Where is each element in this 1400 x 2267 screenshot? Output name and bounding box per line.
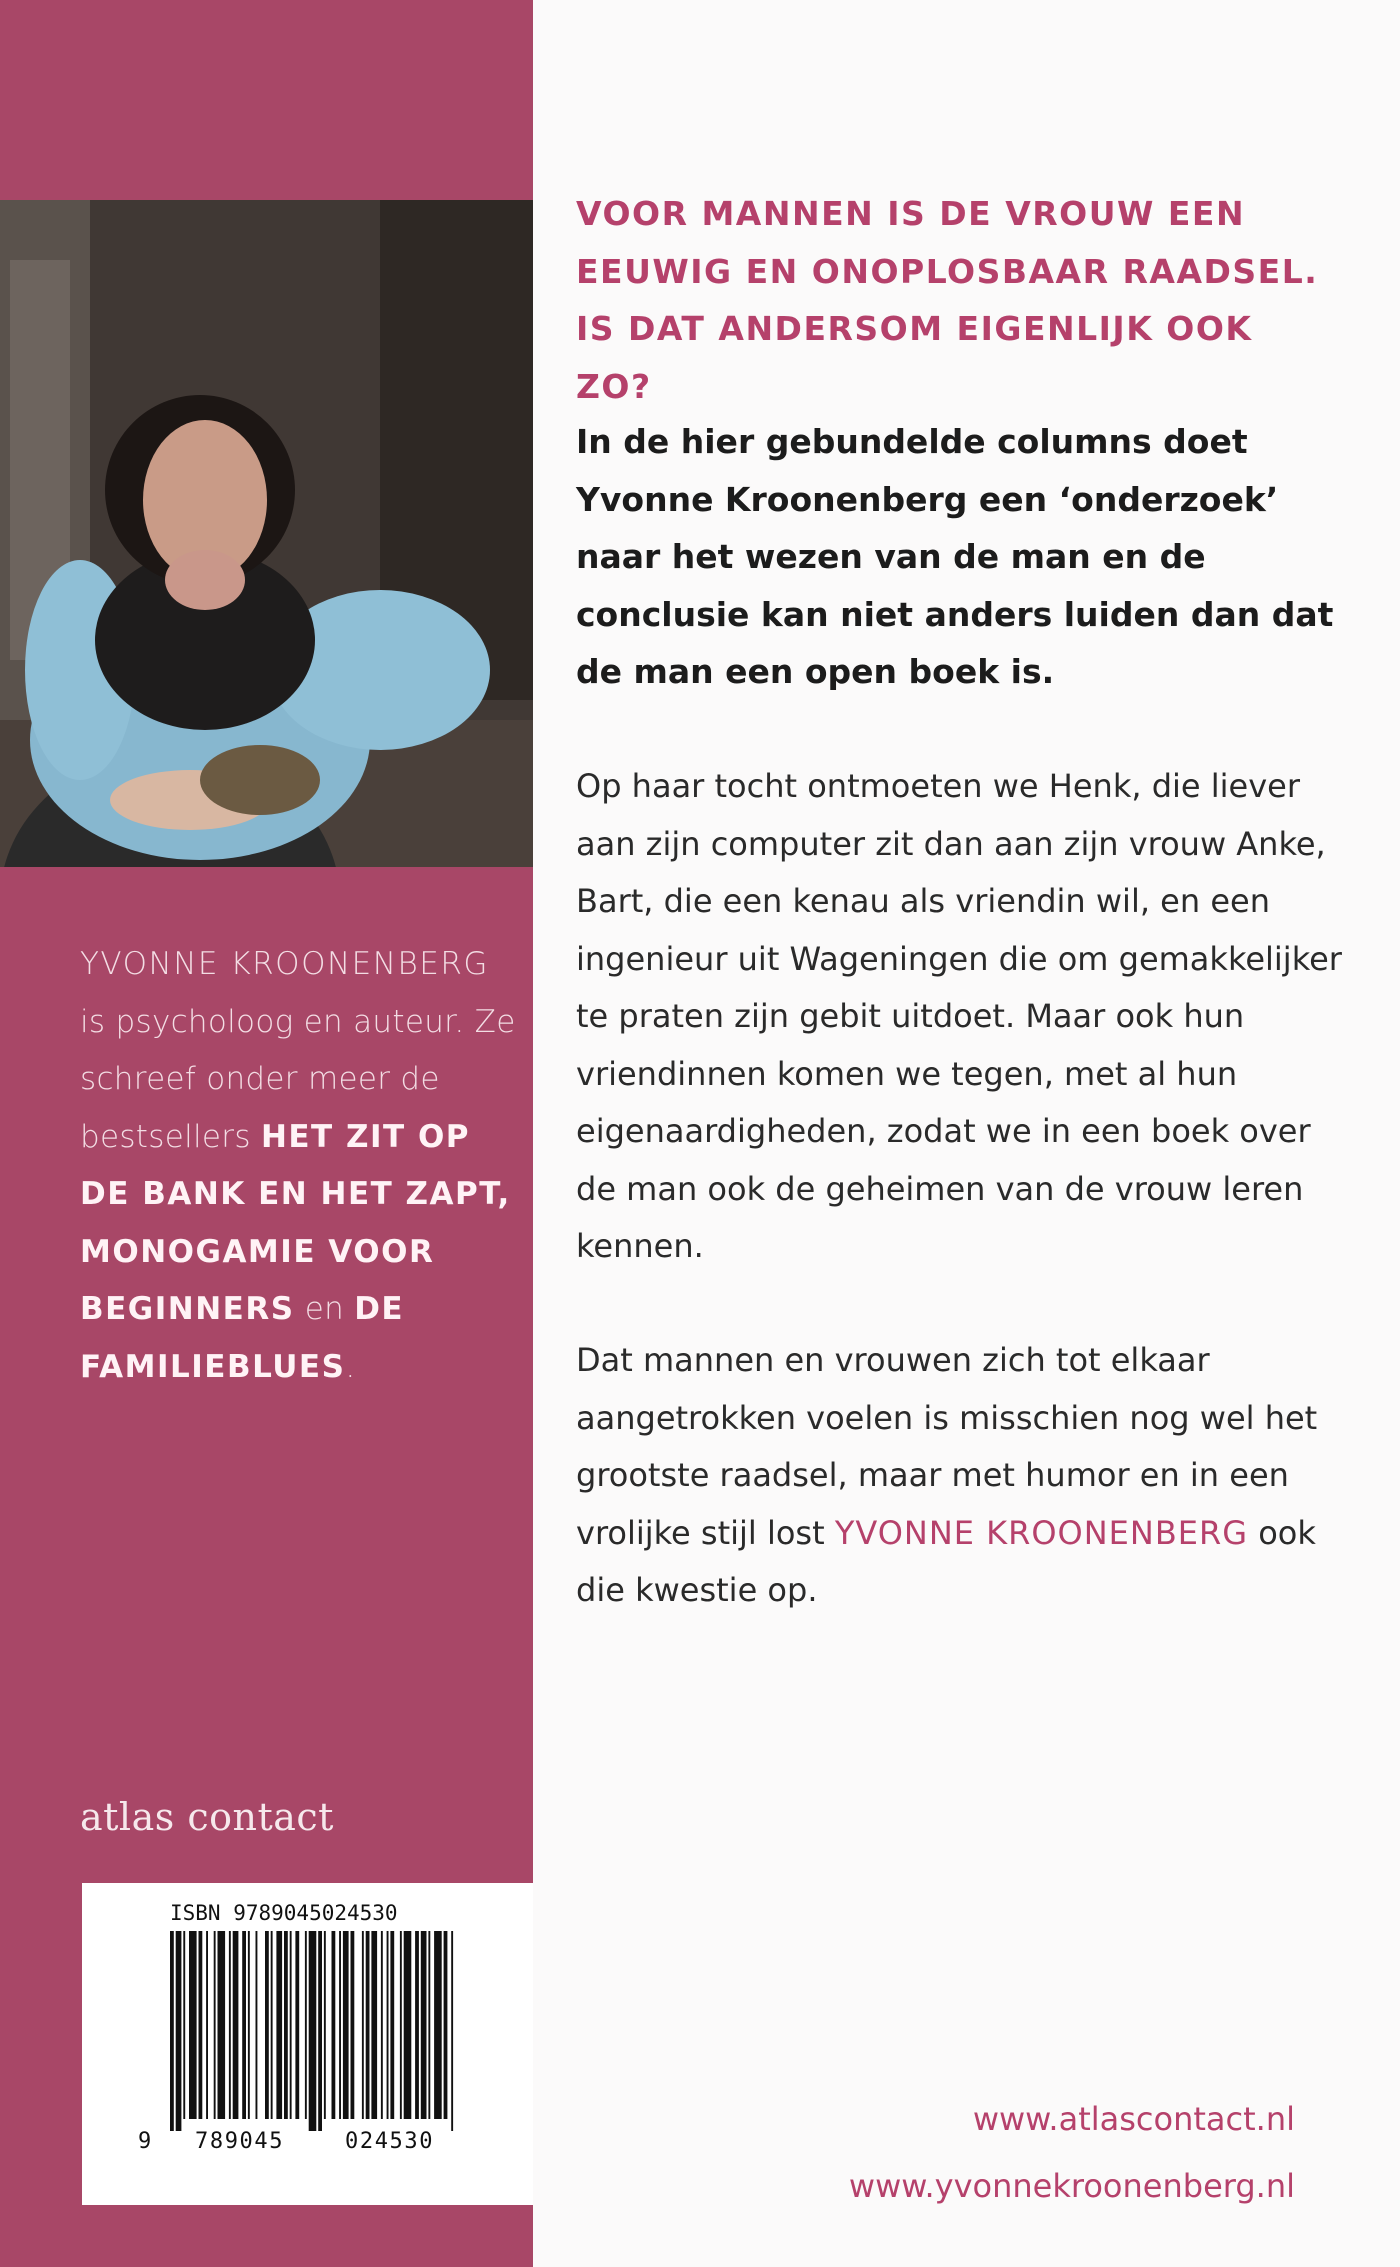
barcode-bar — [290, 1931, 292, 2119]
barcode-image — [170, 1931, 460, 2131]
barcode-bar — [415, 1931, 419, 2119]
barcode-bar — [381, 1931, 383, 2119]
barcode-bar — [242, 1931, 246, 2119]
barcode-bar — [256, 1931, 258, 2119]
barcode-digit-first: 9 — [138, 2129, 152, 2154]
barcode-bar — [309, 1931, 317, 2131]
author-url-link[interactable]: www.yvonnekroonenberg.nl — [848, 2167, 1295, 2205]
barcode-bar — [318, 1931, 322, 2131]
barcode-bar — [351, 1931, 355, 2119]
barcode-bar — [362, 1931, 364, 2119]
barcode-bar — [339, 1931, 341, 2119]
author-photo — [0, 200, 533, 867]
barcode-digits-group-1: 789045 — [195, 2129, 285, 2154]
publisher-logo: atlas contact — [80, 1795, 334, 1839]
barcode-bar — [233, 1931, 239, 2119]
barcode-bar — [295, 1931, 299, 2119]
barcode-bar — [183, 1931, 185, 2119]
bio-name: YVONNE KROONENBERG — [80, 946, 489, 982]
barcode-bar — [390, 1931, 394, 2119]
bio-book-2: MONOGAMIE VOOR BEGINNERS — [80, 1233, 435, 1327]
barcode-bar — [366, 1931, 370, 2119]
bio-text: is psycholoog en auteur. Ze schreef onder meer de bestsellers — [80, 1003, 516, 1155]
barcode-bar — [271, 1931, 273, 2119]
author-photo-image — [0, 200, 533, 867]
barcode-bar — [218, 1931, 226, 2119]
isbn-label: ISBN 9789045024530 — [170, 1901, 398, 1925]
intro-paragraph: In de hier gebundelde columns doet Yvonne Kroonenberg een ‘onderzoek’ naar het wezen van de man en de conclusie kan niet anders luiden dan dat de man een open boek is. — [576, 422, 1334, 691]
author-bio — [80, 936, 520, 1396]
paragraph-2-start: Dat mannen en vrouwen zich tot elkaar aangetrokken voelen is misschien nog wel het grootste raadsel, maar met humor en in een vrolijke stijl lost — [576, 1341, 1318, 1552]
barcode-bar — [176, 1931, 182, 2131]
barcode-bar — [404, 1931, 412, 2119]
barcode-bar — [421, 1931, 427, 2119]
bio-conjunction: en — [304, 1291, 345, 1327]
barcode-bar — [343, 1931, 349, 2119]
barcode-bar — [305, 1931, 307, 2119]
barcode-bar — [170, 1931, 174, 2131]
barcode-bar — [451, 1931, 453, 2131]
barcode-bar — [248, 1931, 250, 2119]
bio-book-3: DE FAMILIEBLUES — [80, 1291, 405, 1385]
barcode-bar — [428, 1931, 430, 2119]
author-name-highlight: YVONNE KROONENBERG — [834, 1513, 1249, 1552]
barcode-bar — [206, 1931, 208, 2119]
barcode-bar — [400, 1931, 402, 2119]
barcode-bar — [332, 1931, 336, 2119]
barcode-bar — [284, 1931, 288, 2119]
barcode-bar — [229, 1931, 231, 2119]
barcode-bar — [276, 1931, 282, 2119]
barcode-bar — [387, 1931, 389, 2119]
paragraph-2-end: ook die kwestie op. — [576, 1513, 1316, 1609]
barcode-bar — [214, 1931, 216, 2119]
barcode-bar — [444, 1931, 448, 2119]
barcode-bar — [199, 1931, 203, 2119]
barcode-bar — [434, 1931, 442, 2119]
barcode-digits-group-2: 024530 — [345, 2129, 435, 2154]
barcode-bar — [265, 1931, 269, 2119]
barcode-bar — [189, 1931, 197, 2119]
barcode-bar — [324, 1931, 326, 2119]
barcode-area — [82, 1883, 533, 2205]
headline: VOOR MANNEN IS DE VROUW EEN EEUWIG EN ONOPLOSBAAR RAADSEL. IS DAT ANDERSOM EIGENLIJK OOK ZO? — [576, 194, 1319, 406]
barcode-bar — [371, 1931, 377, 2119]
publisher-url-link[interactable]: www.atlascontact.nl — [972, 2100, 1295, 2138]
bio-book-1: HET ZIT OP DE BANK EN HET ZAPT, — [80, 1118, 511, 1212]
body-paragraph-2 — [576, 1332, 1356, 1620]
body-paragraph-1: Op haar tocht ontmoeten we Henk, die liever aan zijn computer zit dan aan zijn vrouw Anke, Bart, die een kenau als vriendin wil, en een ingenieur uit Wageningen die om gemakkelijker te praten zijn gebit uitdoet. Maar ook hun vriendinnen komen we tegen, met al hun eigenaardigheden, zodat we in een boek over de man ook de geheimen van de vrouw leren kennen. — [576, 767, 1342, 1265]
bio-period: . — [345, 1348, 356, 1385]
